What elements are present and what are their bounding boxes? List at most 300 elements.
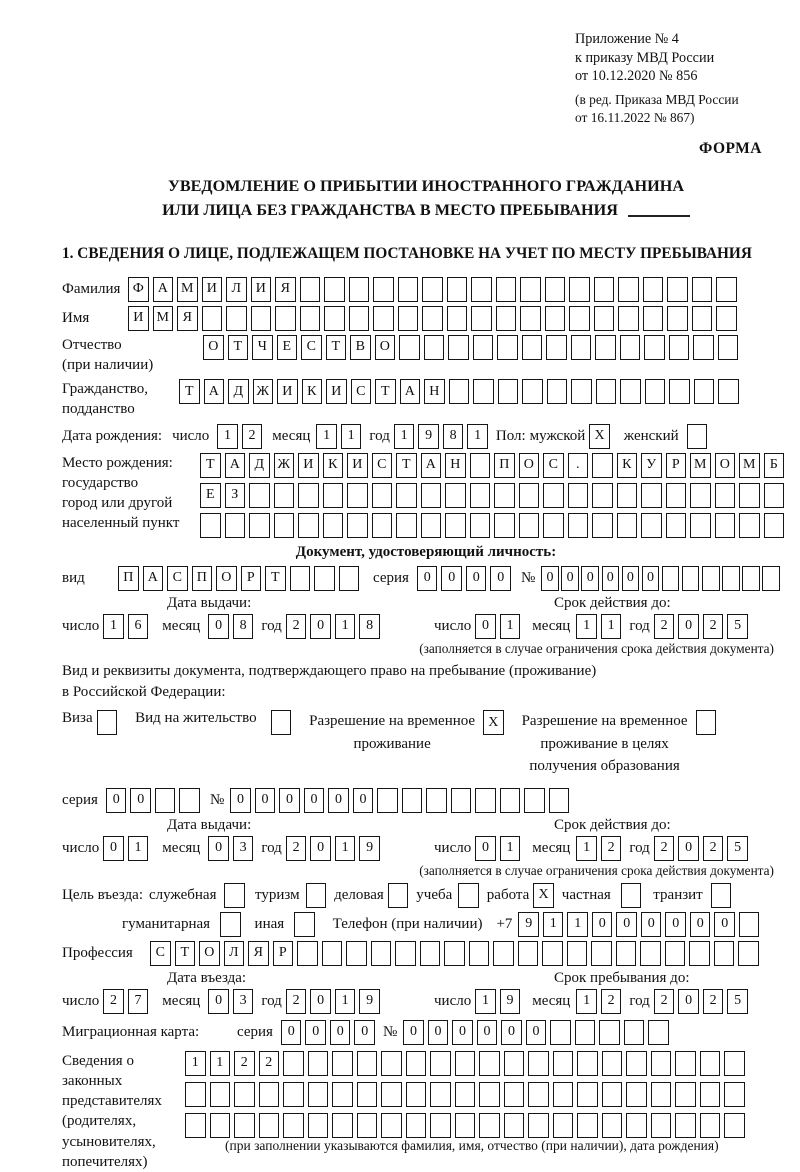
form-cell[interactable] bbox=[591, 941, 612, 966]
form-cell[interactable] bbox=[568, 483, 589, 508]
form-cell[interactable]: 0 bbox=[678, 836, 699, 861]
form-cell[interactable] bbox=[692, 277, 713, 302]
form-cell[interactable] bbox=[700, 1113, 721, 1138]
form-cell[interactable] bbox=[595, 335, 616, 360]
form-cell[interactable]: 0 bbox=[403, 1020, 424, 1045]
form-cell[interactable] bbox=[716, 277, 737, 302]
form-cell[interactable]: 0 bbox=[103, 836, 124, 861]
form-cell[interactable] bbox=[455, 1051, 476, 1076]
form-cell[interactable] bbox=[497, 335, 518, 360]
form-cell[interactable] bbox=[224, 883, 245, 908]
form-cell[interactable] bbox=[388, 883, 409, 908]
form-cell[interactable] bbox=[669, 379, 690, 404]
form-cell[interactable] bbox=[449, 379, 470, 404]
form-cell[interactable] bbox=[528, 1051, 549, 1076]
form-cell[interactable] bbox=[314, 566, 335, 591]
form-cell[interactable] bbox=[234, 1082, 255, 1107]
form-cell[interactable]: К bbox=[617, 453, 638, 478]
form-cell[interactable] bbox=[444, 941, 465, 966]
form-cell[interactable]: Т bbox=[396, 453, 417, 478]
form-cell[interactable] bbox=[524, 788, 545, 813]
form-cell[interactable]: Е bbox=[200, 483, 221, 508]
form-cell[interactable]: 1 bbox=[475, 989, 496, 1014]
form-cell[interactable]: 0 bbox=[581, 566, 599, 591]
form-cell[interactable] bbox=[522, 335, 543, 360]
form-cell[interactable] bbox=[447, 306, 468, 331]
form-cell[interactable]: 0 bbox=[714, 912, 735, 937]
form-cell[interactable] bbox=[308, 1051, 329, 1076]
form-cell[interactable] bbox=[694, 379, 715, 404]
form-cell[interactable] bbox=[494, 513, 515, 538]
form-cell[interactable]: С bbox=[167, 566, 188, 591]
form-cell[interactable]: 1 bbox=[576, 614, 597, 639]
form-cell[interactable]: 0 bbox=[678, 989, 699, 1014]
form-cell[interactable]: 5 bbox=[727, 614, 748, 639]
form-cell[interactable] bbox=[347, 483, 368, 508]
form-cell[interactable]: 0 bbox=[310, 836, 331, 861]
form-cell[interactable]: 2 bbox=[601, 836, 622, 861]
form-cell[interactable]: 0 bbox=[305, 1020, 326, 1045]
form-cell[interactable] bbox=[420, 941, 441, 966]
form-cell[interactable] bbox=[715, 513, 736, 538]
form-cell[interactable] bbox=[722, 566, 740, 591]
form-cell[interactable] bbox=[724, 1051, 745, 1076]
form-cell[interactable]: 1 bbox=[543, 912, 564, 937]
form-cell[interactable] bbox=[430, 1113, 451, 1138]
form-cell[interactable] bbox=[599, 1020, 620, 1045]
form-cell[interactable] bbox=[542, 941, 563, 966]
form-cell[interactable]: 0 bbox=[452, 1020, 473, 1045]
form-cell[interactable] bbox=[651, 1082, 672, 1107]
form-cell[interactable] bbox=[645, 379, 666, 404]
form-cell[interactable] bbox=[200, 513, 221, 538]
form-cell[interactable] bbox=[643, 277, 664, 302]
form-cell[interactable]: 9 bbox=[500, 989, 521, 1014]
form-cell[interactable] bbox=[592, 453, 613, 478]
form-cell[interactable]: И bbox=[277, 379, 298, 404]
form-cell[interactable]: 0 bbox=[526, 1020, 547, 1045]
form-cell[interactable] bbox=[308, 1082, 329, 1107]
form-cell[interactable] bbox=[665, 941, 686, 966]
form-cell[interactable]: 8 bbox=[443, 424, 464, 449]
form-cell[interactable]: А bbox=[400, 379, 421, 404]
form-cell[interactable] bbox=[545, 306, 566, 331]
form-cell[interactable]: И bbox=[202, 277, 223, 302]
form-cell[interactable] bbox=[543, 483, 564, 508]
form-cell[interactable] bbox=[225, 513, 246, 538]
form-cell[interactable] bbox=[349, 306, 370, 331]
form-cell[interactable] bbox=[724, 1082, 745, 1107]
form-cell[interactable]: Л bbox=[226, 277, 247, 302]
form-cell[interactable]: 9 bbox=[359, 836, 380, 861]
form-cell[interactable]: М bbox=[739, 453, 760, 478]
form-cell[interactable]: О bbox=[199, 941, 220, 966]
form-cell[interactable]: 1 bbox=[341, 424, 362, 449]
form-cell[interactable]: О bbox=[216, 566, 237, 591]
form-cell[interactable] bbox=[357, 1113, 378, 1138]
form-cell[interactable]: 2 bbox=[286, 614, 307, 639]
form-cell[interactable] bbox=[644, 335, 665, 360]
form-cell[interactable] bbox=[332, 1082, 353, 1107]
form-cell[interactable] bbox=[396, 513, 417, 538]
form-cell[interactable] bbox=[762, 566, 780, 591]
form-cell[interactable]: Д bbox=[249, 453, 270, 478]
form-cell[interactable]: 0 bbox=[304, 788, 325, 813]
form-cell[interactable] bbox=[520, 277, 541, 302]
form-cell[interactable] bbox=[179, 788, 200, 813]
form-cell[interactable]: И bbox=[251, 277, 272, 302]
form-cell[interactable] bbox=[504, 1051, 525, 1076]
form-cell[interactable] bbox=[549, 788, 570, 813]
form-cell[interactable]: 2 bbox=[703, 614, 724, 639]
form-cell[interactable] bbox=[648, 1020, 669, 1045]
form-cell[interactable]: Н bbox=[445, 453, 466, 478]
form-cell[interactable]: 0 bbox=[330, 1020, 351, 1045]
form-cell[interactable] bbox=[324, 277, 345, 302]
form-cell[interactable] bbox=[234, 1113, 255, 1138]
form-cell[interactable] bbox=[596, 379, 617, 404]
form-cell[interactable]: Я bbox=[177, 306, 198, 331]
form-cell[interactable]: 0 bbox=[208, 989, 229, 1014]
form-cell[interactable] bbox=[718, 379, 739, 404]
form-cell[interactable] bbox=[421, 513, 442, 538]
form-cell[interactable] bbox=[716, 306, 737, 331]
form-cell[interactable]: 0 bbox=[475, 836, 496, 861]
form-cell[interactable]: 0 bbox=[281, 1020, 302, 1045]
form-cell[interactable]: 1 bbox=[601, 614, 622, 639]
form-cell[interactable] bbox=[406, 1082, 427, 1107]
form-cell[interactable]: 3 bbox=[233, 989, 254, 1014]
form-cell[interactable]: 2 bbox=[703, 989, 724, 1014]
form-cell[interactable]: 0 bbox=[616, 912, 637, 937]
form-cell[interactable] bbox=[620, 335, 641, 360]
form-cell[interactable] bbox=[553, 1113, 574, 1138]
form-cell[interactable] bbox=[620, 379, 641, 404]
form-cell[interactable]: 1 bbox=[210, 1051, 231, 1076]
form-cell[interactable]: 0 bbox=[354, 1020, 375, 1045]
form-cell[interactable] bbox=[97, 710, 118, 735]
form-cell[interactable]: Н bbox=[424, 379, 445, 404]
form-cell[interactable] bbox=[739, 912, 760, 937]
form-cell[interactable] bbox=[294, 912, 315, 937]
form-cell[interactable] bbox=[421, 483, 442, 508]
form-cell[interactable] bbox=[528, 1082, 549, 1107]
form-cell[interactable] bbox=[471, 277, 492, 302]
form-cell[interactable] bbox=[283, 1082, 304, 1107]
form-cell[interactable]: Т bbox=[375, 379, 396, 404]
form-cell[interactable] bbox=[651, 1051, 672, 1076]
form-cell[interactable] bbox=[602, 1113, 623, 1138]
form-cell[interactable] bbox=[666, 483, 687, 508]
form-cell[interactable] bbox=[381, 1113, 402, 1138]
form-cell[interactable] bbox=[458, 883, 479, 908]
form-cell[interactable] bbox=[297, 941, 318, 966]
form-cell[interactable]: А bbox=[153, 277, 174, 302]
form-cell[interactable] bbox=[602, 1082, 623, 1107]
form-cell[interactable]: Т bbox=[200, 453, 221, 478]
form-cell[interactable] bbox=[675, 1051, 696, 1076]
form-cell[interactable] bbox=[641, 483, 662, 508]
form-cell[interactable]: 0 bbox=[561, 566, 579, 591]
form-cell[interactable] bbox=[543, 513, 564, 538]
form-cell[interactable] bbox=[498, 379, 519, 404]
form-cell[interactable]: Д bbox=[228, 379, 249, 404]
form-cell[interactable]: 0 bbox=[642, 566, 660, 591]
form-cell[interactable]: О bbox=[715, 453, 736, 478]
form-cell[interactable] bbox=[692, 306, 713, 331]
form-cell[interactable] bbox=[470, 513, 491, 538]
form-cell[interactable] bbox=[406, 1051, 427, 1076]
form-cell[interactable]: 2 bbox=[703, 836, 724, 861]
form-cell[interactable]: 0 bbox=[328, 788, 349, 813]
form-cell[interactable] bbox=[332, 1051, 353, 1076]
form-cell[interactable]: 0 bbox=[475, 614, 496, 639]
form-cell[interactable] bbox=[567, 941, 588, 966]
form-cell[interactable] bbox=[210, 1113, 231, 1138]
form-cell[interactable] bbox=[528, 1113, 549, 1138]
form-cell[interactable] bbox=[690, 483, 711, 508]
form-cell[interactable] bbox=[643, 306, 664, 331]
form-cell[interactable]: 0 bbox=[622, 566, 640, 591]
form-cell[interactable] bbox=[445, 483, 466, 508]
form-cell[interactable]: М bbox=[177, 277, 198, 302]
form-cell[interactable]: 2 bbox=[259, 1051, 280, 1076]
form-cell[interactable] bbox=[448, 335, 469, 360]
form-cell[interactable] bbox=[470, 453, 491, 478]
form-cell[interactable] bbox=[500, 788, 521, 813]
form-cell[interactable] bbox=[519, 513, 540, 538]
form-cell[interactable] bbox=[473, 379, 494, 404]
form-cell[interactable] bbox=[155, 788, 176, 813]
form-cell[interactable]: 9 bbox=[359, 989, 380, 1014]
form-cell[interactable]: Ч bbox=[252, 335, 273, 360]
form-cell[interactable]: П bbox=[118, 566, 139, 591]
form-cell[interactable] bbox=[339, 566, 360, 591]
form-cell[interactable] bbox=[372, 483, 393, 508]
form-cell[interactable] bbox=[662, 566, 680, 591]
form-cell[interactable]: А bbox=[204, 379, 225, 404]
form-cell[interactable]: К bbox=[302, 379, 323, 404]
form-cell[interactable] bbox=[519, 483, 540, 508]
form-cell[interactable] bbox=[700, 1082, 721, 1107]
form-cell[interactable] bbox=[520, 306, 541, 331]
form-cell[interactable]: 0 bbox=[208, 614, 229, 639]
form-cell[interactable]: У bbox=[641, 453, 662, 478]
form-cell[interactable]: С bbox=[301, 335, 322, 360]
form-cell[interactable] bbox=[308, 1113, 329, 1138]
form-cell[interactable]: 0 bbox=[602, 566, 620, 591]
form-cell[interactable] bbox=[667, 277, 688, 302]
form-cell[interactable] bbox=[300, 306, 321, 331]
form-cell[interactable]: 1 bbox=[316, 424, 337, 449]
form-cell[interactable] bbox=[357, 1082, 378, 1107]
form-cell[interactable] bbox=[455, 1082, 476, 1107]
form-cell[interactable]: С bbox=[150, 941, 171, 966]
form-cell[interactable]: И bbox=[298, 453, 319, 478]
form-cell[interactable] bbox=[430, 1082, 451, 1107]
form-cell[interactable]: С bbox=[372, 453, 393, 478]
form-cell[interactable] bbox=[398, 306, 419, 331]
form-cell[interactable]: 0 bbox=[665, 912, 686, 937]
form-cell[interactable]: 1 bbox=[128, 836, 149, 861]
form-cell[interactable]: 2 bbox=[654, 989, 675, 1014]
form-cell[interactable] bbox=[669, 335, 690, 360]
form-cell[interactable] bbox=[471, 306, 492, 331]
form-cell[interactable] bbox=[357, 1051, 378, 1076]
form-cell[interactable] bbox=[742, 566, 760, 591]
form-cell[interactable] bbox=[479, 1051, 500, 1076]
form-cell[interactable] bbox=[504, 1082, 525, 1107]
form-cell[interactable] bbox=[568, 513, 589, 538]
form-cell[interactable] bbox=[323, 513, 344, 538]
form-cell[interactable] bbox=[274, 483, 295, 508]
form-cell[interactable] bbox=[689, 941, 710, 966]
form-cell[interactable] bbox=[690, 513, 711, 538]
form-cell[interactable]: 0 bbox=[255, 788, 276, 813]
form-cell[interactable]: М bbox=[690, 453, 711, 478]
form-cell[interactable] bbox=[298, 513, 319, 538]
form-cell[interactable] bbox=[696, 710, 717, 735]
form-cell[interactable] bbox=[324, 306, 345, 331]
form-cell[interactable] bbox=[621, 883, 642, 908]
form-cell[interactable]: Ж bbox=[253, 379, 274, 404]
form-cell[interactable]: 0 bbox=[641, 912, 662, 937]
form-cell[interactable]: С bbox=[543, 453, 564, 478]
form-cell[interactable] bbox=[496, 277, 517, 302]
form-cell[interactable]: 0 bbox=[690, 912, 711, 937]
form-cell[interactable] bbox=[739, 513, 760, 538]
form-cell[interactable]: 1 bbox=[217, 424, 238, 449]
form-cell[interactable] bbox=[592, 483, 613, 508]
form-cell[interactable]: X bbox=[589, 424, 610, 449]
form-cell[interactable]: Т bbox=[265, 566, 286, 591]
form-cell[interactable]: X bbox=[483, 710, 504, 735]
form-cell[interactable]: Я bbox=[275, 277, 296, 302]
form-cell[interactable] bbox=[617, 483, 638, 508]
form-cell[interactable] bbox=[451, 788, 472, 813]
form-cell[interactable] bbox=[550, 1020, 571, 1045]
form-cell[interactable] bbox=[764, 513, 785, 538]
form-cell[interactable]: А bbox=[421, 453, 442, 478]
form-cell[interactable]: 1 bbox=[394, 424, 415, 449]
form-cell[interactable]: 0 bbox=[310, 989, 331, 1014]
form-cell[interactable]: О bbox=[375, 335, 396, 360]
form-cell[interactable] bbox=[700, 1051, 721, 1076]
form-cell[interactable] bbox=[290, 566, 311, 591]
form-cell[interactable] bbox=[496, 306, 517, 331]
form-cell[interactable]: Ф bbox=[128, 277, 149, 302]
form-cell[interactable] bbox=[624, 1020, 645, 1045]
form-cell[interactable] bbox=[377, 788, 398, 813]
form-cell[interactable]: Т bbox=[179, 379, 200, 404]
form-cell[interactable]: Е bbox=[277, 335, 298, 360]
form-cell[interactable]: 0 bbox=[353, 788, 374, 813]
form-cell[interactable] bbox=[283, 1113, 304, 1138]
form-cell[interactable]: 1 bbox=[576, 836, 597, 861]
form-cell[interactable] bbox=[594, 306, 615, 331]
form-cell[interactable]: 8 bbox=[233, 614, 254, 639]
form-cell[interactable] bbox=[323, 483, 344, 508]
form-cell[interactable]: 0 bbox=[230, 788, 251, 813]
form-cell[interactable] bbox=[396, 483, 417, 508]
form-cell[interactable]: 2 bbox=[286, 989, 307, 1014]
form-cell[interactable]: 5 bbox=[727, 836, 748, 861]
form-cell[interactable] bbox=[300, 277, 321, 302]
form-cell[interactable] bbox=[626, 1082, 647, 1107]
form-cell[interactable]: 6 bbox=[128, 614, 149, 639]
form-cell[interactable] bbox=[455, 1113, 476, 1138]
form-cell[interactable] bbox=[602, 1051, 623, 1076]
form-cell[interactable] bbox=[271, 710, 292, 735]
form-cell[interactable] bbox=[430, 1051, 451, 1076]
form-cell[interactable] bbox=[724, 1113, 745, 1138]
form-cell[interactable]: 1 bbox=[335, 614, 356, 639]
form-cell[interactable] bbox=[332, 1113, 353, 1138]
form-cell[interactable] bbox=[702, 566, 720, 591]
form-cell[interactable]: 0 bbox=[466, 566, 487, 591]
form-cell[interactable] bbox=[577, 1113, 598, 1138]
form-cell[interactable]: 2 bbox=[242, 424, 263, 449]
form-cell[interactable] bbox=[185, 1113, 206, 1138]
form-cell[interactable] bbox=[259, 1082, 280, 1107]
form-cell[interactable] bbox=[202, 306, 223, 331]
form-cell[interactable] bbox=[553, 1082, 574, 1107]
form-cell[interactable]: 2 bbox=[103, 989, 124, 1014]
form-cell[interactable]: 0 bbox=[501, 1020, 522, 1045]
form-cell[interactable]: 2 bbox=[654, 614, 675, 639]
form-cell[interactable] bbox=[479, 1082, 500, 1107]
form-cell[interactable] bbox=[545, 277, 566, 302]
form-cell[interactable] bbox=[220, 912, 241, 937]
form-cell[interactable] bbox=[469, 941, 490, 966]
form-cell[interactable] bbox=[479, 1113, 500, 1138]
form-cell[interactable]: 0 bbox=[310, 614, 331, 639]
form-cell[interactable] bbox=[259, 1113, 280, 1138]
form-cell[interactable] bbox=[399, 335, 420, 360]
form-cell[interactable]: Т bbox=[326, 335, 347, 360]
form-cell[interactable] bbox=[349, 277, 370, 302]
form-cell[interactable]: М bbox=[153, 306, 174, 331]
form-cell[interactable]: 0 bbox=[208, 836, 229, 861]
form-cell[interactable] bbox=[210, 1082, 231, 1107]
form-cell[interactable] bbox=[422, 306, 443, 331]
form-cell[interactable] bbox=[373, 277, 394, 302]
form-cell[interactable] bbox=[592, 513, 613, 538]
form-cell[interactable]: 1 bbox=[103, 614, 124, 639]
form-cell[interactable]: 2 bbox=[286, 836, 307, 861]
form-cell[interactable] bbox=[298, 483, 319, 508]
form-cell[interactable]: И bbox=[128, 306, 149, 331]
form-cell[interactable]: 7 bbox=[128, 989, 149, 1014]
form-cell[interactable] bbox=[626, 1051, 647, 1076]
form-cell[interactable]: 9 bbox=[518, 912, 539, 937]
form-cell[interactable] bbox=[395, 941, 416, 966]
form-cell[interactable]: 0 bbox=[592, 912, 613, 937]
form-cell[interactable]: Л bbox=[224, 941, 245, 966]
form-cell[interactable] bbox=[226, 306, 247, 331]
form-cell[interactable]: 0 bbox=[279, 788, 300, 813]
form-cell[interactable] bbox=[618, 277, 639, 302]
form-cell[interactable]: С bbox=[351, 379, 372, 404]
form-cell[interactable]: 9 bbox=[418, 424, 439, 449]
form-cell[interactable] bbox=[577, 1051, 598, 1076]
form-cell[interactable] bbox=[249, 513, 270, 538]
form-cell[interactable] bbox=[426, 788, 447, 813]
form-cell[interactable]: Т bbox=[228, 335, 249, 360]
form-cell[interactable] bbox=[569, 277, 590, 302]
form-cell[interactable]: Р bbox=[273, 941, 294, 966]
form-cell[interactable] bbox=[577, 1082, 598, 1107]
